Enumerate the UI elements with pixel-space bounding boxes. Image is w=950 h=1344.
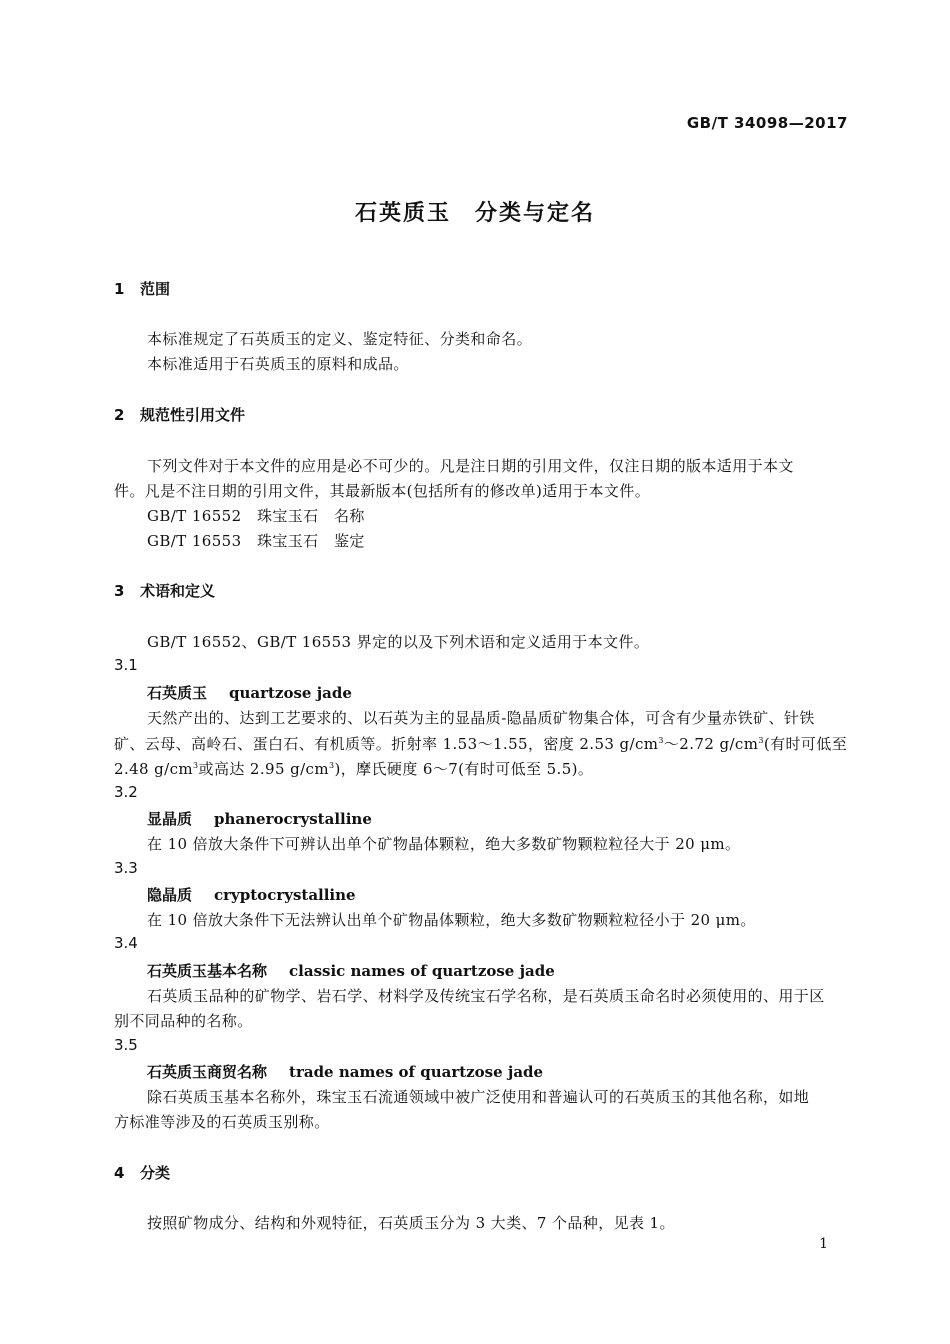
term-english: trade names of quartzose jade [289, 1063, 544, 1081]
section-number: 4 [114, 1164, 125, 1182]
text-segment: ～2.72 g/cm [663, 735, 759, 753]
term-english: cryptocrystalline [214, 886, 356, 904]
normative-reference: GB/T 16553 珠宝玉石 鉴定 [147, 532, 365, 550]
page-number: 1 [819, 1236, 828, 1252]
paragraph: 本标准规定了石英质玉的定义、鉴定特征、分类和命名。 [147, 330, 533, 348]
term-number: 3.2 [114, 783, 138, 801]
section-number: 2 [114, 406, 125, 424]
text-segment: (有时可低至 [763, 735, 848, 753]
term-english: quartzose jade [229, 684, 352, 702]
paragraph-line: 件。凡是不注日期的引用文件，其最新版本(包括所有的修改单)适用于本文件。 [114, 482, 651, 500]
term-english: phanerocrystalline [214, 810, 372, 828]
normative-reference: GB/T 16552 珠宝玉石 名称 [147, 507, 365, 525]
document-title: 石英质玉 分类与定名 [354, 201, 595, 226]
definition-line: 在 10 倍放大条件下无法辨认出单个矿物晶体颗粒，绝大多数矿物颗粒粒径小于 20 μm。 [147, 911, 756, 929]
definition-line: 方标准等涉及的石英质玉别称。 [114, 1113, 330, 1131]
definition-line [114, 758, 850, 779]
paragraph-line: 下列文件对于本文件的应用是必不可少的。凡是注日期的引用文件，仅注日期的版本适用于本文 [147, 457, 794, 475]
term-heading [147, 1061, 543, 1082]
term-chinese: 石英质玉 [147, 684, 208, 702]
superscript: 3 [658, 736, 664, 745]
term-number: 3.5 [114, 1036, 138, 1054]
term-heading [147, 884, 356, 905]
term-chinese: 隐晶质 [147, 886, 193, 904]
paragraph: 本标准适用于石英质玉的原料和成品。 [147, 355, 409, 373]
superscript: 3 [758, 736, 764, 745]
section-1-heading [114, 278, 170, 299]
standard-code: GB/T 34098—2017 [686, 114, 848, 132]
term-chinese: 石英质玉商贸名称 [147, 1063, 268, 1081]
section-title: 范围 [140, 280, 171, 298]
term-number: 3.3 [114, 859, 138, 877]
section-number: 3 [114, 582, 125, 600]
definition-line: 除石英质玉基本名称外，珠宝玉石流通领域中被广泛使用和普遍认可的石英质玉的其他名称，如地 [147, 1088, 810, 1106]
definition-line: 在 10 倍放大条件下可辨认出单个矿物晶体颗粒，绝大多数矿物颗粒粒径大于 20 μm。 [147, 835, 741, 853]
term-chinese: 显晶质 [147, 810, 193, 828]
term-number: 3.1 [114, 656, 138, 674]
section-title: 术语和定义 [140, 582, 216, 600]
text-segment: 或高达 2.95 g/cm [198, 760, 329, 778]
term-english: classic names of quartzose jade [289, 962, 555, 980]
text-segment: 2.48 g/cm [114, 760, 194, 778]
term-heading [147, 808, 372, 829]
term-number: 3.4 [114, 934, 138, 952]
section-2-heading [114, 404, 245, 425]
section-title: 分类 [140, 1164, 171, 1182]
definition-line: 别不同品种的名称。 [114, 1012, 253, 1030]
definition-line [114, 733, 850, 754]
definition-line: 天然产出的、达到工艺要求的、以石英为主的显晶质-隐晶质矿物集合体，可含有少量赤铁矿、针铁 [147, 709, 815, 727]
term-heading [147, 960, 555, 981]
section-4-heading [114, 1162, 170, 1183]
paragraph: GB/T 16552、GB/T 16553 界定的以及下列术语和定义适用于本文件。 [147, 633, 650, 651]
text-segment: )，摩氏硬度 6～7(有时可低至 5.5)。 [334, 760, 594, 778]
superscript: 3 [328, 761, 335, 770]
section-3-heading [114, 580, 215, 601]
term-chinese: 石英质玉基本名称 [147, 962, 268, 980]
text-segment: 矿、云母、高岭石、蛋白石、有机质等。折射率 1.53～1.55，密度 2.53 g/cm [114, 735, 659, 753]
superscript: 3 [193, 761, 199, 770]
section-title: 规范性引用文件 [140, 406, 246, 424]
paragraph: 按照矿物成分、结构和外观特征，石英质玉分为 3 大类、7 个品种，见表 1。 [147, 1214, 675, 1232]
definition-line: 石英质玉品种的矿物学、岩石学、材料学及传统宝石学名称，是石英质玉命名时必须使用的、用于区 [147, 987, 825, 1005]
term-heading [147, 682, 352, 703]
section-number: 1 [114, 280, 125, 298]
